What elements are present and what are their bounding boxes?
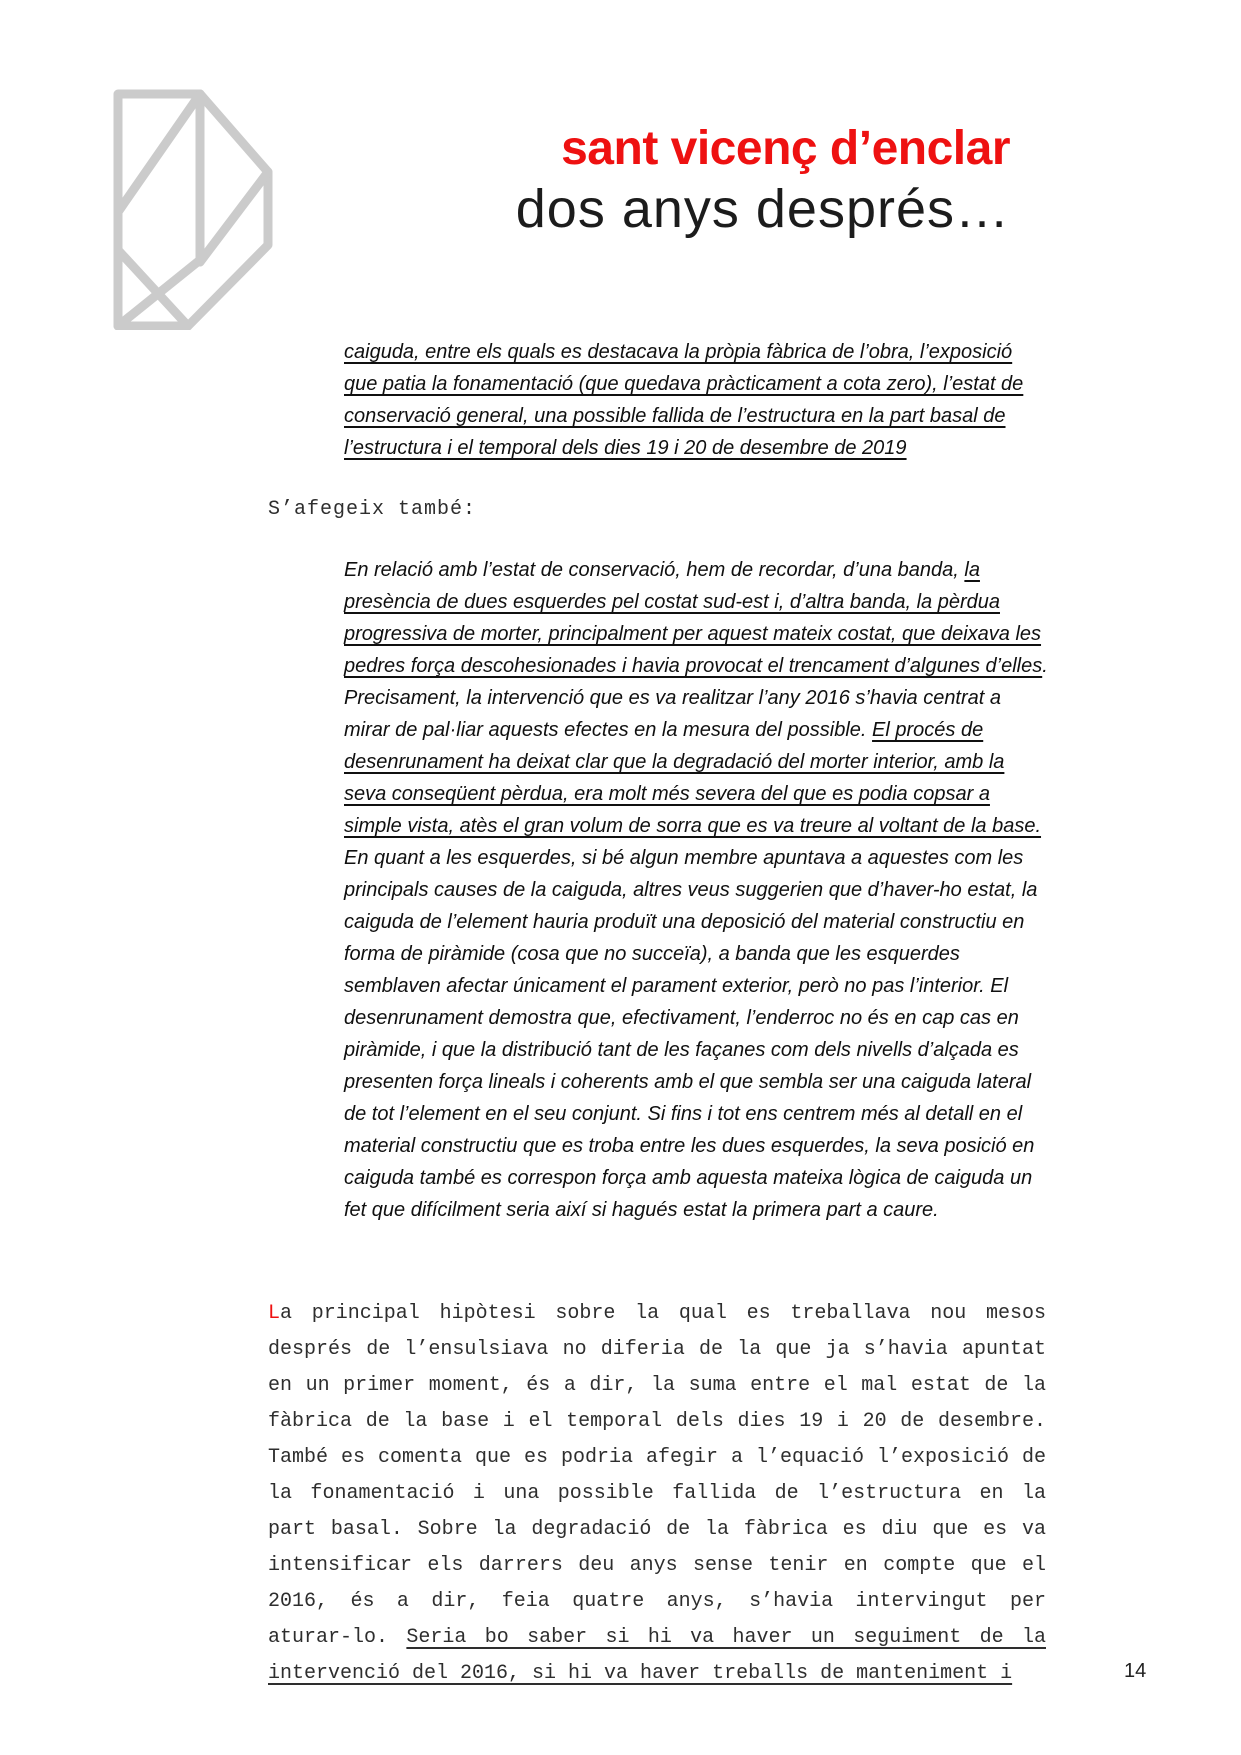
document-header bbox=[516, 122, 1010, 239]
quote-2-segment-underlined: la presència de dues esquerdes pel costat sud-est i, d’altra banda, la pèrdua progressiva de morter, principalment per aquest mateix costat, que deixava les pedres força descohesionades i havia provocat el trencament d’algunes d’elles bbox=[344, 559, 1043, 677]
quote-2-segment-underlined: El procés de desenrunament ha deixat clar que la degradació del morter interior, amb la seva conseqüent pèrdua, era molt més severa del que es podia copsar a simple vista, atès el gran volum de sorra que es va treure al voltant de la base. bbox=[344, 719, 1042, 837]
quote-2-paragraph-2: En quant a les esquerdes, si bé algun membre apuntava a aquestes com les principals causes de la caiguda, altres veus suggerien que d’haver-ho estat, la caiguda de l’element hauria produït una deposició del material constructiu en forma de piràmide (cosa que no succeïa), a banda que les esquerdes semblaven afectar únicament el parament exterior, però no pas l’interior. El desenrunament demostra que, efectivament, l’enderroc no és en cap cas en piràmide, i que la distribució tant de les façanes com dels nivells d’alçada es presenten força lineals i coherents amb el que sembla ser una caiguda lateral de tot l’element en el seu conjunt. Si fins i tot ens centrem més al detall en el material constructiu que es troba entre les dues esquerdes, la seva posició en caiguda també es correspon força amb aquesta mateixa lògica de caiguda un fet que difícilment seria així si hagués estat la primera part a caure. bbox=[344, 847, 1038, 1221]
main-paragraph-text: a principal hipòtesi sobre la qual es treballava nou mesos després de l’ensulsiava no diferia de la que ja s’havia apuntat en un primer moment, és a dir, la suma entre el mal estat de la fàbrica de la base i el temporal dels dies 19 i 20 de desembre. També es comenta que es podria afegir a l’equació l’exposició de la fonamentació i una possible fallida de l’estructura en la part basal. Sobre la degradació de la fàbrica es diu que es va intensificar els darrers deu anys sense tenir en compte que el 2016, és a dir, feia quatre anys, s’havia intervingut per aturar-lo. bbox=[268, 1302, 1046, 1649]
quote-2-segment-plain: En relació amb l’estat de conservació, hem de recordar, d’una banda, bbox=[344, 559, 965, 581]
quote-2-segment-plain: . Precisament, la intervenció que es va realitzar l’any 2016 s’havia centrat a mirar de pal·liar aquests efectes en la mesura del possible. bbox=[344, 655, 1048, 741]
red-initial-letter: L bbox=[268, 1302, 281, 1325]
brand-logo-icon bbox=[108, 82, 278, 332]
quote-1-text: caiguda, entre els quals es destacava la pròpia fàbrica de l’obra, l’exposició que patia la fonamentació (que quedava pràcticament a cota zero), l’estat de conservació general, una possible fallida de l’estructura en la part basal de l’estructura i el temporal dels dies 19 i 20 de desembre de 2019 bbox=[344, 341, 1024, 459]
page-subtitle: dos anys després… bbox=[515, 178, 1010, 239]
quote-block-2 bbox=[344, 554, 1049, 1226]
interjection-line: S’afegeix també: bbox=[268, 498, 477, 521]
main-paragraph bbox=[268, 1296, 1046, 1692]
quote-block-1 bbox=[344, 336, 1049, 464]
main-paragraph-underlined-text: Seria bo saber si hi va haver un seguiment de la intervenció del 2016, si hi va haver treballs de manteniment i bbox=[268, 1626, 1046, 1685]
page-number: 14 bbox=[1124, 1660, 1147, 1682]
page-title: sant vicenç d’enclar bbox=[561, 122, 1010, 175]
